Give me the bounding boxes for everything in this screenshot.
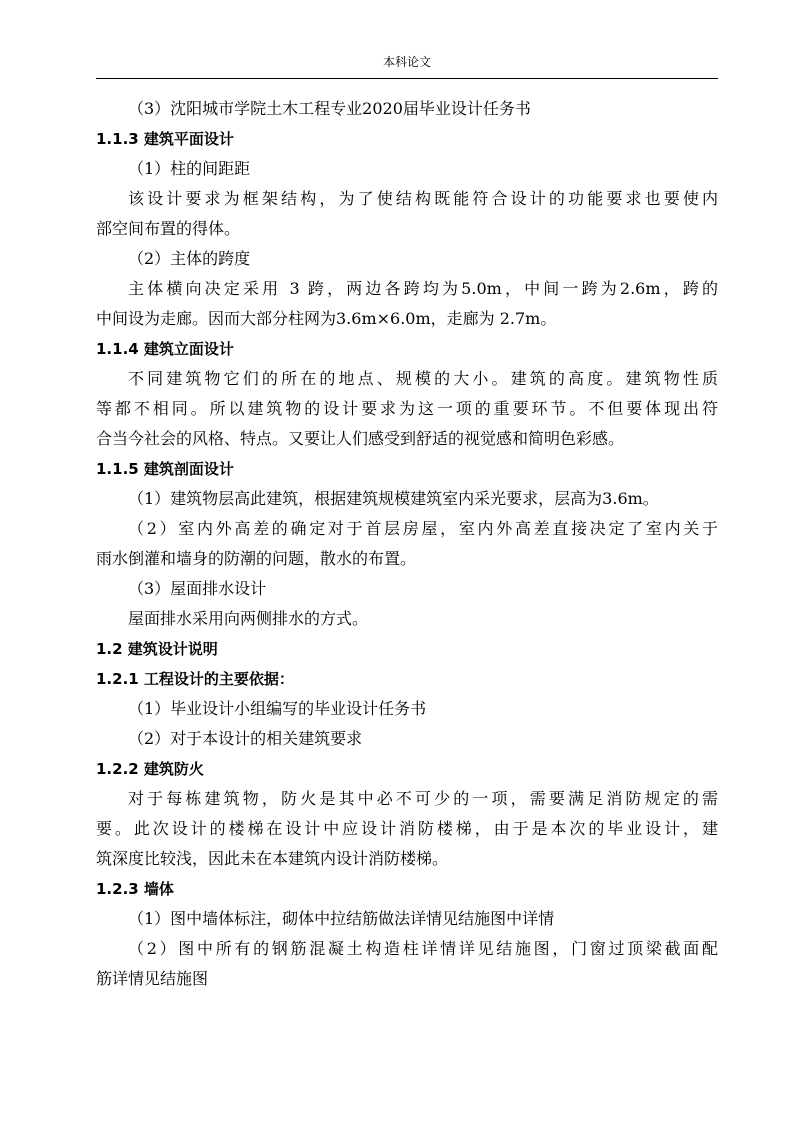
- section-heading: 1.1.5 建筑剖面设计: [96, 460, 234, 478]
- paragraph-line: 筑深度比较浅，因此未在本建筑内设计消防楼梯。: [96, 849, 449, 868]
- paragraph-line: 等都不相同。所以建筑物的设计要求为这一项的重要环节。不但要体现出符: [96, 399, 718, 418]
- page-header: [96, 52, 718, 79]
- paragraph-line: （2）主体的跨度: [128, 249, 251, 268]
- paragraph-line: （1）柱的间距距: [128, 159, 251, 178]
- paragraph-line: （1）毕业设计小组编写的毕业设计任务书: [128, 699, 427, 718]
- document-body: [96, 94, 718, 994]
- paragraph-line: 雨水倒灌和墙身的防潮的问题，散水的布置。: [96, 549, 417, 568]
- paragraph-line: 对于每栋建筑物，防火是其中必不可少的一项，需要满足消防规定的需: [128, 789, 718, 808]
- section-heading: 1.1.3 建筑平面设计: [96, 130, 234, 148]
- paragraph-line: 该设计要求为框架结构，为了使结构既能符合设计的功能要求也要使内: [128, 189, 718, 208]
- paragraph-line: （3）屋面排水设计: [128, 579, 267, 598]
- section-heading: 1.2.1 工程设计的主要依据：: [96, 670, 294, 688]
- paragraph-line: 屋面排水采用向两侧排水的方式。: [128, 609, 369, 628]
- paragraph-line: 合当今社会的风格、特点。又要让人们感受到舒适的视觉感和简明色彩感。: [96, 429, 625, 448]
- paragraph-line: 要。此次设计的楼梯在设计中应设计消防楼梯，由于是本次的毕业设计，建: [96, 819, 718, 838]
- paragraph-line: 筋详情见结施图: [96, 969, 209, 988]
- paragraph-line: （1）建筑物层高此建筑，根据建筑规模建筑室内采光要求，层高为3.6m。: [128, 489, 659, 508]
- paragraph-line: （1）图中墙体标注，砌体中拉结筋做法详情见结施图中详情: [128, 909, 555, 928]
- paragraph-line: （2）室内外高差的确定对于首层房屋，室内外高差直接决定了室内关于: [128, 519, 718, 538]
- section-heading: 1.2 建筑设计说明: [96, 640, 218, 658]
- section-heading: 1.1.4 建筑立面设计: [96, 340, 234, 358]
- paragraph-line: （3）沈阳城市学院土木工程专业2020届毕业设计任务书: [128, 99, 531, 118]
- section-heading: 1.2.2 建筑防火: [96, 760, 204, 778]
- paragraph-line: （2）图中所有的钢筋混凝土构造柱详情详见结施图，门窗过顶梁截面配: [128, 939, 718, 958]
- paragraph-line: 不同建筑物它们的所在的地点、规模的大小。建筑的高度。建筑物性质: [128, 369, 718, 388]
- section-heading: 1.2.3 墙体: [96, 880, 174, 898]
- paragraph-line: （2）对于本设计的相关建筑要求: [128, 729, 363, 748]
- paragraph-line: 主体横向决定采用 3 跨，两边各跨均为5.0m，中间一跨为2.6m，跨的: [128, 279, 718, 298]
- paragraph-line: 中间设为走廊。因而大部分柱网为3.6m×6.0m，走廊为 2.7m。: [96, 309, 557, 328]
- header-title: 本科论文: [382, 55, 431, 69]
- paragraph-line: 部空间布置的得体。: [96, 219, 241, 238]
